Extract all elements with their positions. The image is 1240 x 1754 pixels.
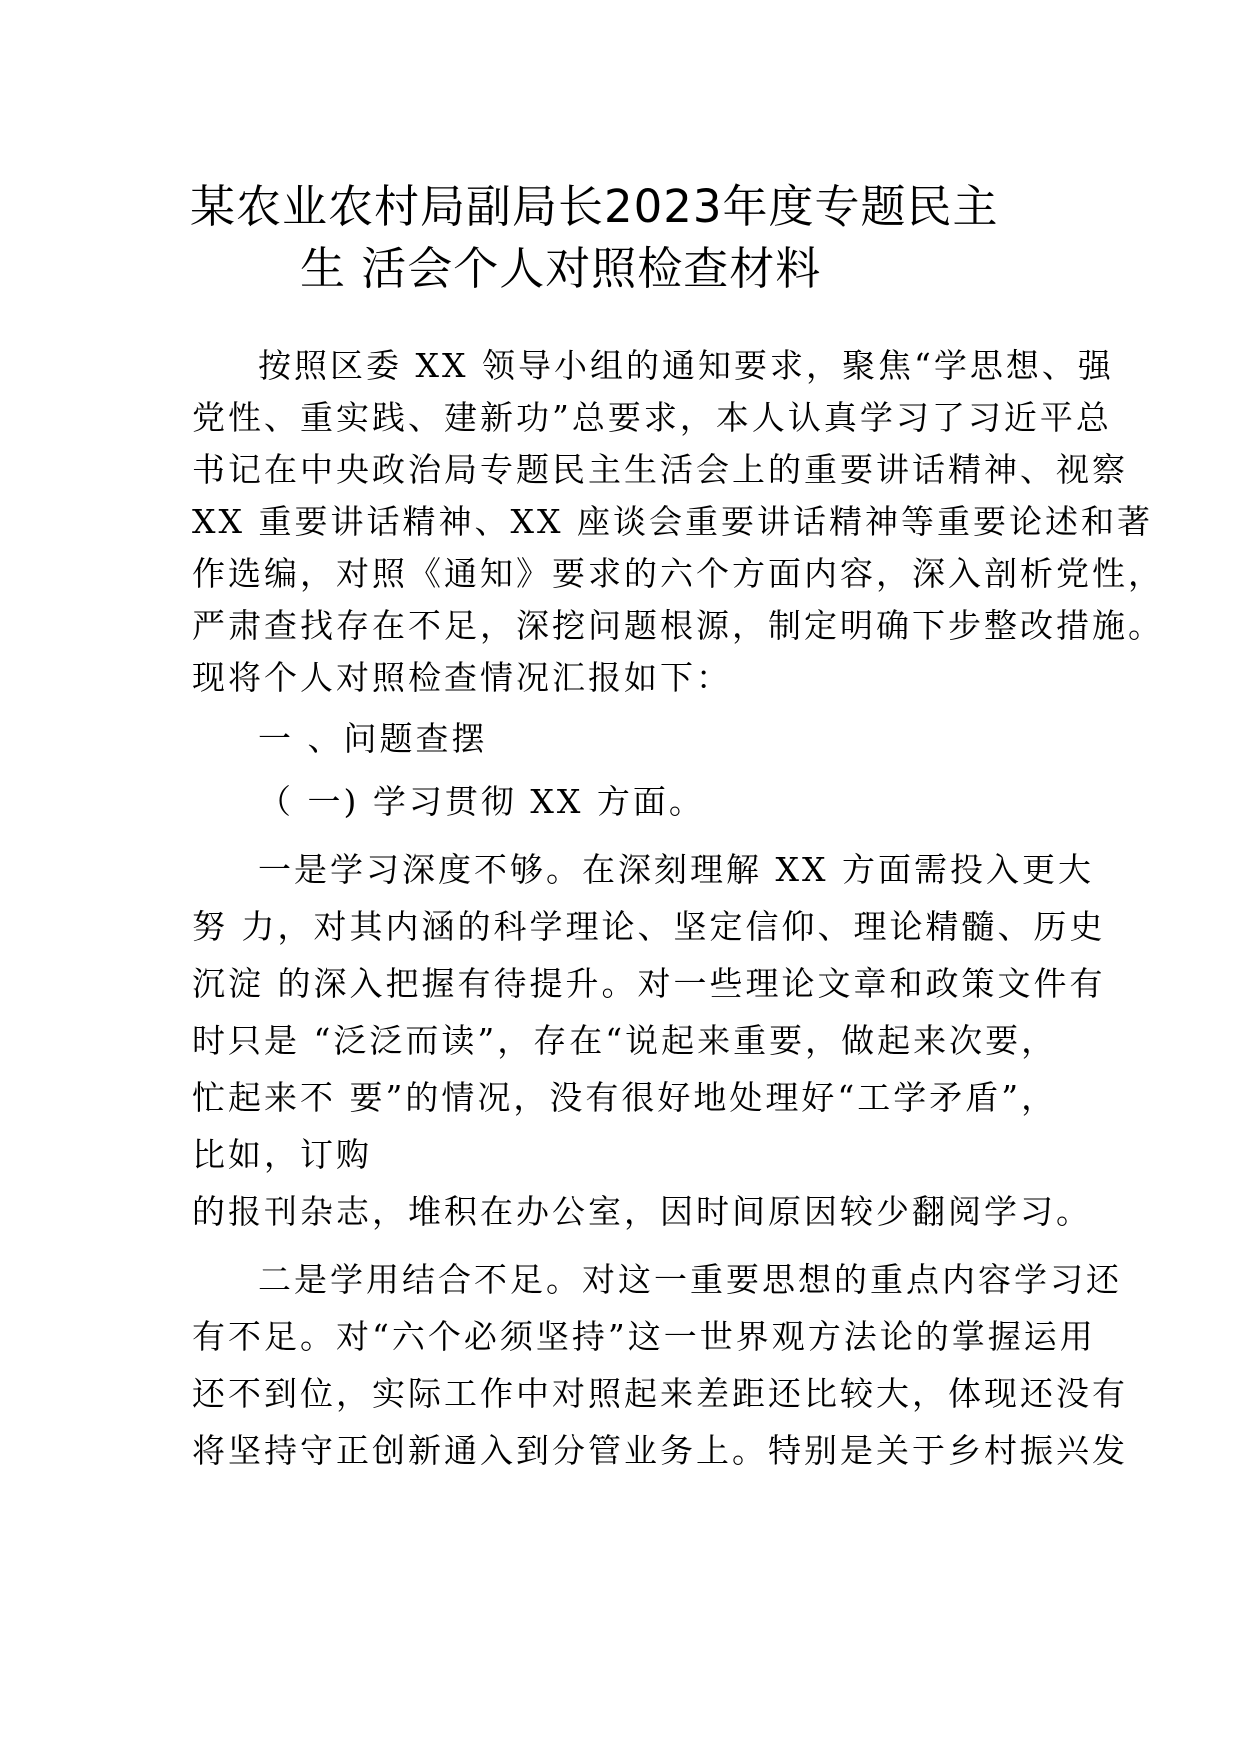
paragraph-line: 有不足。对“六个必须坚持”这一世界观方法论的掌握运用 — [192, 1317, 1096, 1356]
paragraph-line: 现将个人对照检查情况汇报如下： — [192, 658, 732, 697]
paragraph-line: 时只是 “泛泛而读”，存在“说起来重要，做起来次要， — [192, 1021, 1058, 1060]
paragraph-line: 一是学习深度不够。在深刻理解 XX 方面需投入更大 — [258, 850, 1094, 889]
paragraph-line: 沉淀 的深入把握有待提升。对一些理论文章和政策文件有 — [192, 964, 1106, 1003]
paragraph-line: 还不到位，实际工作中对照起来差距还比较大，体现还没有 — [192, 1374, 1128, 1413]
subsection-heading: （ 一) 学习贯彻 XX 方面。 — [258, 782, 705, 821]
paragraph-line: 比如，订购 — [192, 1135, 372, 1174]
paragraph-line: 书记在中央政治局专题民主生活会上的重要讲话精神、视察 — [192, 450, 1128, 489]
section-heading: 一 、问题查摆 — [258, 719, 488, 758]
document-title-line-2: 生 活会个人对照检查材料 — [300, 242, 822, 295]
paragraph-line: 严肃查找存在不足，深挖问题根源，制定明确下步整改措施。 — [192, 606, 1164, 645]
paragraph-line: 党性、重实践、建新功”总要求，本人认真学习了习近平总 — [192, 398, 1112, 437]
paragraph-line: 将坚持守正创新通入到分管业务上。特别是关于乡村振兴发 — [192, 1431, 1128, 1470]
paragraph-line: 忙起来不 要”的情况，没有很好地处理好“工学矛盾”， — [192, 1078, 1058, 1117]
document-title-line-1: 某农业农村局副局长2023年度专题民主 — [190, 180, 999, 233]
paragraph-line: XX 重要讲话精神、XX 座谈会重要讲话精神等重要论述和著 — [192, 502, 1153, 541]
paragraph-line: 作选编，对照《通知》要求的六个方面内容，深入剖析党性， — [192, 554, 1164, 593]
paragraph-line: 努 力，对其内涵的科学理论、坚定信仰、理论精髓、历史 — [192, 907, 1106, 946]
paragraph-line: 的报刊杂志，堆积在办公室，因时间原因较少翻阅学习。 — [192, 1192, 1092, 1231]
paragraph-line: 按照区委 XX 领导小组的通知要求，聚焦“学思想、强 — [258, 346, 1114, 385]
paragraph-line: 二是学用结合不足。对这一重要思想的重点内容学习还 — [258, 1260, 1122, 1299]
